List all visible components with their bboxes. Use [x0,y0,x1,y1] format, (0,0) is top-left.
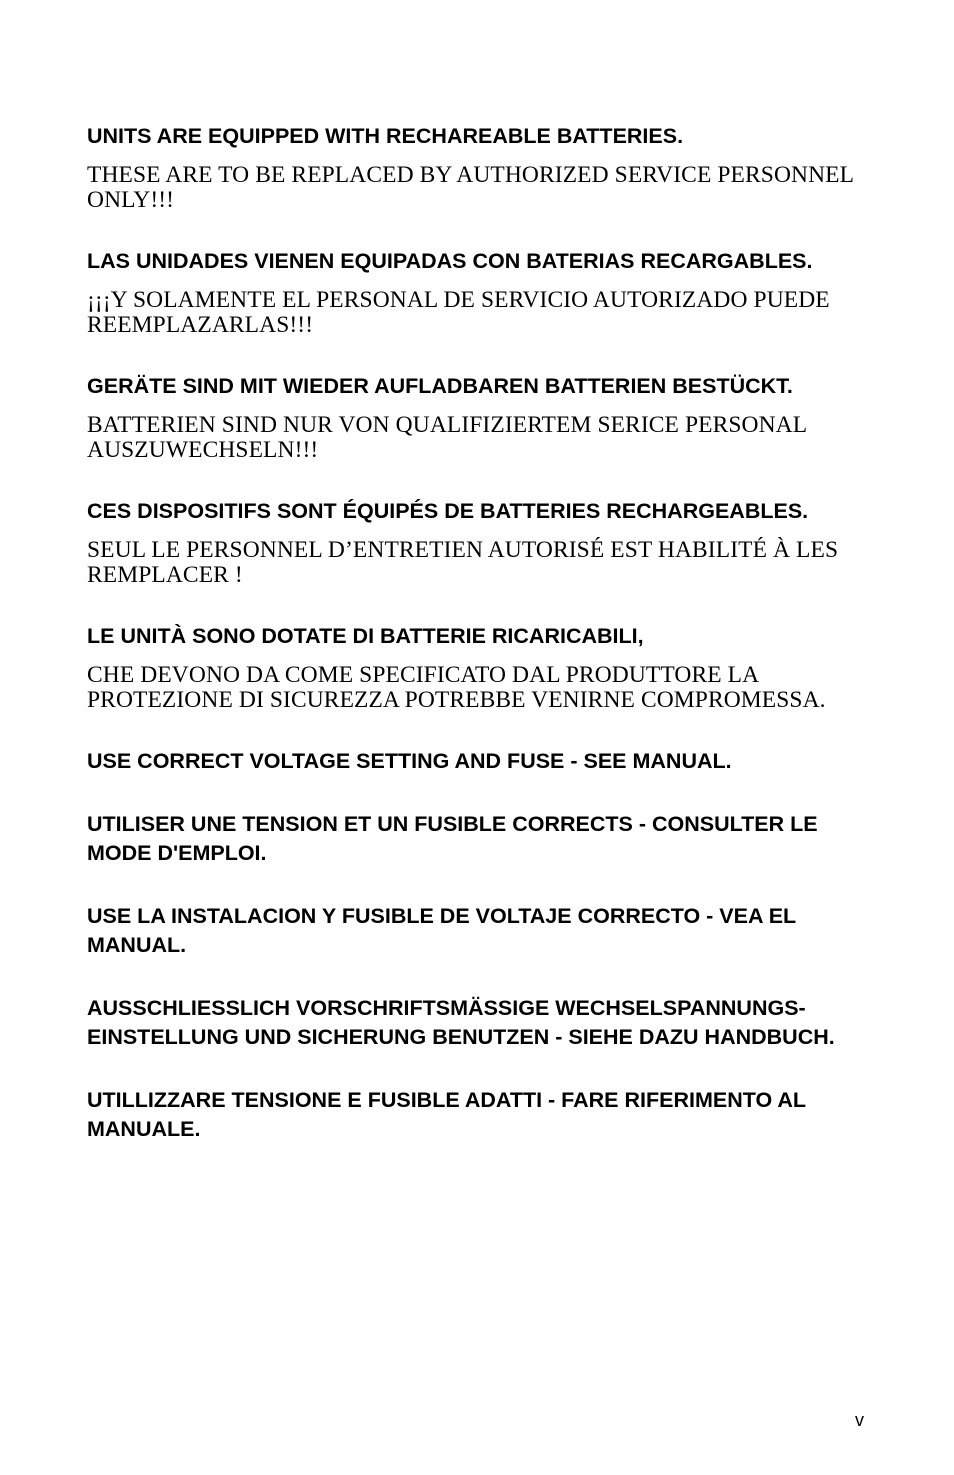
battery-warning-body-es: ¡¡¡Y SOLAMENTE EL PERSONAL DE SERVICIO AUTORIZADO PUEDE REEMPLAZARLAS!!! [87,287,830,338]
battery-warning-heading-es: LAS UNIDADES VIENEN EQUIPADAS CON BATERIAS RECARGABLES. [87,249,813,273]
battery-warning-body-en: THESE ARE TO BE REPLACED BY AUTHORIZED SERVICE PERSONNEL ONLY!!! [87,162,854,213]
voltage-warning-en: USE CORRECT VOLTAGE SETTING AND FUSE - SEE MANUAL. [87,749,732,773]
document-page [87,122,877,1144]
battery-warning-body-de: BATTERIEN SIND NUR VON QUALIFIZIERTEM SERICE PERSONAL AUSZUWECHSELN!!! [87,412,807,463]
voltage-warning-es: USE LA INSTALACION Y FUSIBLE DE VOLTAJE CORRECTO - VEA EL MANUAL. [87,904,796,957]
page-number: v [855,1410,864,1430]
battery-warning-heading-fr: CES DISPOSITIFS SONT ÉQUIPÉS DE BATTERIES RECHARGEABLES. [87,499,809,523]
voltage-warning-it: UTILLIZZARE TENSIONE E FUSIBLE ADATTI - FARE RIFERIMENTO AL MANUALE. [87,1088,806,1141]
voltage-warning-fr: UTILISER UNE TENSION ET UN FUSIBLE CORRECTS - CONSULTER LE MODE D'EMPLOI. [87,812,818,865]
battery-warning-heading-de: GERÄTE SIND MIT WIEDER AUFLADBAREN BATTERIEN BESTÜCKT. [87,374,793,398]
battery-warning-heading-it: LE UNITÀ SONO DOTATE DI BATTERIE RICARICABILI, [87,624,644,648]
battery-warning-heading-en: UNITS ARE EQUIPPED WITH RECHAREABLE BATTERIES. [87,124,684,148]
battery-warning-body-it: CHE DEVONO DA COME SPECIFICATO DAL PRODUTTORE LA PROTEZIONE DI SICUREZZA POTREBBE VENIRNE COMPROMESSA. [87,662,826,713]
battery-warning-body-fr: SEUL LE PERSONNEL D’ENTRETIEN AUTORISÉ EST HABILITÉ À LES REMPLACER ! [87,537,839,588]
voltage-warning-de: AUSSCHLIESSLICH VORSCHRIFTSMÄSSIGE WECHSELSPANNUNGS-EINSTELLUNG UND SICHERUNG BENUTZEN - SIEHE DAZU HANDBUCH. [87,996,835,1049]
